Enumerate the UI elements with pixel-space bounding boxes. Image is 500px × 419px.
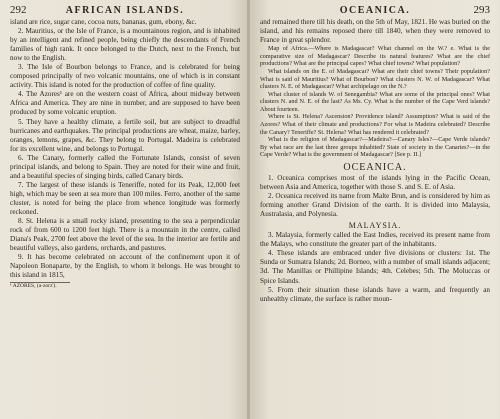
- subsection-heading: MALAYSIA.: [348, 221, 402, 231]
- paragraph: 4. These islands are embraced under five divisions or clusters: 1st. The Sunda or Sumatra Islands; 2d. Borneo, with a number of small islands adjacent; 3d. The Manillas or Phillipine Islands; 4th. Celebes; 5th. The Moluccas or Spice Islands.: [260, 249, 490, 285]
- left-running-head: AFRICAN ISLANDS.: [65, 5, 185, 16]
- paragraph: and remained there till his death, on the 5th of May, 1821. He was buried on the island, and his remains reposed there till 1840, when they were removed to France in great splendor.: [260, 18, 490, 45]
- paragraph: 5. They have a healthy climate, a fertile soil, but are subject to dreadful hurricanes and earthquakes. The principal productions are wheat, maize, barley, oranges, lemons, grapes, &c. They belong to Portugal. Madeira is celebrated for its excellent wine, and belongs to Portugal.: [10, 117, 240, 153]
- right-page-number: 293: [473, 4, 490, 16]
- paragraph: 4. The Azores¹ are on the western coast of Africa, about midway between Africa and America. They are nine in number, and are supposed to have been produced by some volcanic eruption.: [10, 90, 240, 117]
- paragraph: 1. Oceanica comprises most of the islands lying in the Pacific Ocean, between Asia and America, together with those S. and S. E. of Asia.: [260, 174, 490, 192]
- left-page-header: [10, 4, 240, 16]
- paragraph: 3. The Isle of Bourbon belongs to France, and is celebrated for being composed principally of two volcanic mountains, one of which is in constant activity. This island is noted for the production of coffee of fine quality.: [10, 63, 240, 90]
- left-page: [0, 0, 248, 419]
- right-running-head: OCEANICA.: [339, 5, 411, 16]
- question-paragraph: Map of Africa.—Where is Madagascar? What channel on the W.? e. What is the comparative size of Madagascar? Describe its natural features? What are the chief productions? What are the principal capes? What chief towns? What population?: [260, 45, 490, 68]
- paragraph: 2. Mauritius, or the Isle of France, is a mountainous region, and is inhabited by an intelligent and refined people, being chiefly the descendants of French families of high rank. It once belonged to the Dutch, next to the French, but now to the English.: [10, 27, 240, 63]
- paragraph: island are rice, sugar cane, cocoa nuts, bananas, gum, ebony, &c.: [10, 18, 197, 26]
- section-heading: OCEANICA.: [343, 162, 407, 174]
- paragraph: 9. It has become celebrated on account of the confinement upon it of Napoleon Bonaparte, by the English, to whom it belongs. He was brought to this island in 1815,: [10, 253, 240, 280]
- right-page-header: [260, 4, 490, 16]
- paragraph: 3. Malaysia, formerly called the East Indies, received its present name from the Malays, who constitute the greater part of the inhabitants.: [260, 231, 490, 249]
- question-paragraph: What cluster of islands W. of Senegambia? What are some of the principal ones? What clusters N. and N. E. of the last? As Ms. Cy. What is the number of the Cape Verd islands? About fourteen.: [260, 90, 490, 113]
- question-paragraph: What is the religion of Madagascar?—Madeira?—Canary Isles?—Cape Verde islands? By what race are the last three groups inhabited? State of society in the Canaries?—in the Cape Verde? What is the government of Madagascar? [See p. II.]: [260, 136, 490, 159]
- question-paragraph: Where is St. Helena? Ascension? Providence island? Assumption? What is said of the Azores? What of their climate and productions? For what is Madeira celebrated? Describe the Canary? Teneriffe? St. Helena? What has rendered it celebrated?: [260, 113, 490, 136]
- paragraph: 7. The largest of these islands is Teneriffe, noted for its Peak, 12,000 feet high, which may be seen at sea more than 100 miles. Ferro, another of the same cluster, is noted for being the place from whence longitude was formerly reckoned.: [10, 180, 240, 216]
- paragraph: 2. Oceanica received its name from Malte Brun, and is considered by him as forming another Grand Division of the earth. It is divided into Malaysia, Australasia, and Polynesia.: [260, 192, 490, 219]
- paragraph: 8. St. Helena is a small rocky island, presenting to the sea a perpendicular rock of from 600 to 1200 feet high. There is a mountain in the centre, called Diana's Peak, 2700 feet above the level of the sea. In the interior are fertile and beautiful valleys, also gardens, orchards, and pastures.: [10, 217, 240, 253]
- left-page-number: 292: [10, 4, 27, 16]
- paragraph: 6. The Canary, formerly called the Fortunate Islands, consist of seven principal islands, and belong to Spain. They are noted for their wine and fruit, and a beautiful species of singing birds, called Canary birds.: [10, 153, 240, 180]
- right-page: [250, 0, 498, 419]
- footnote: ¹ AZORES, (a-zorz').: [10, 283, 57, 290]
- question-paragraph: What islands on the E. of Madagascar? What are their chief towns? Their population? What is said of Mauritius? What of Bourbon? What clusters N. W. of Madagascar? What clusters N. E. of Madagascar? What archipelago on the N.?: [260, 67, 490, 91]
- paragraph: 5. From their situation these islands have a warm, and frequently an unhealthy climate, the surface is rather moun-: [260, 285, 490, 303]
